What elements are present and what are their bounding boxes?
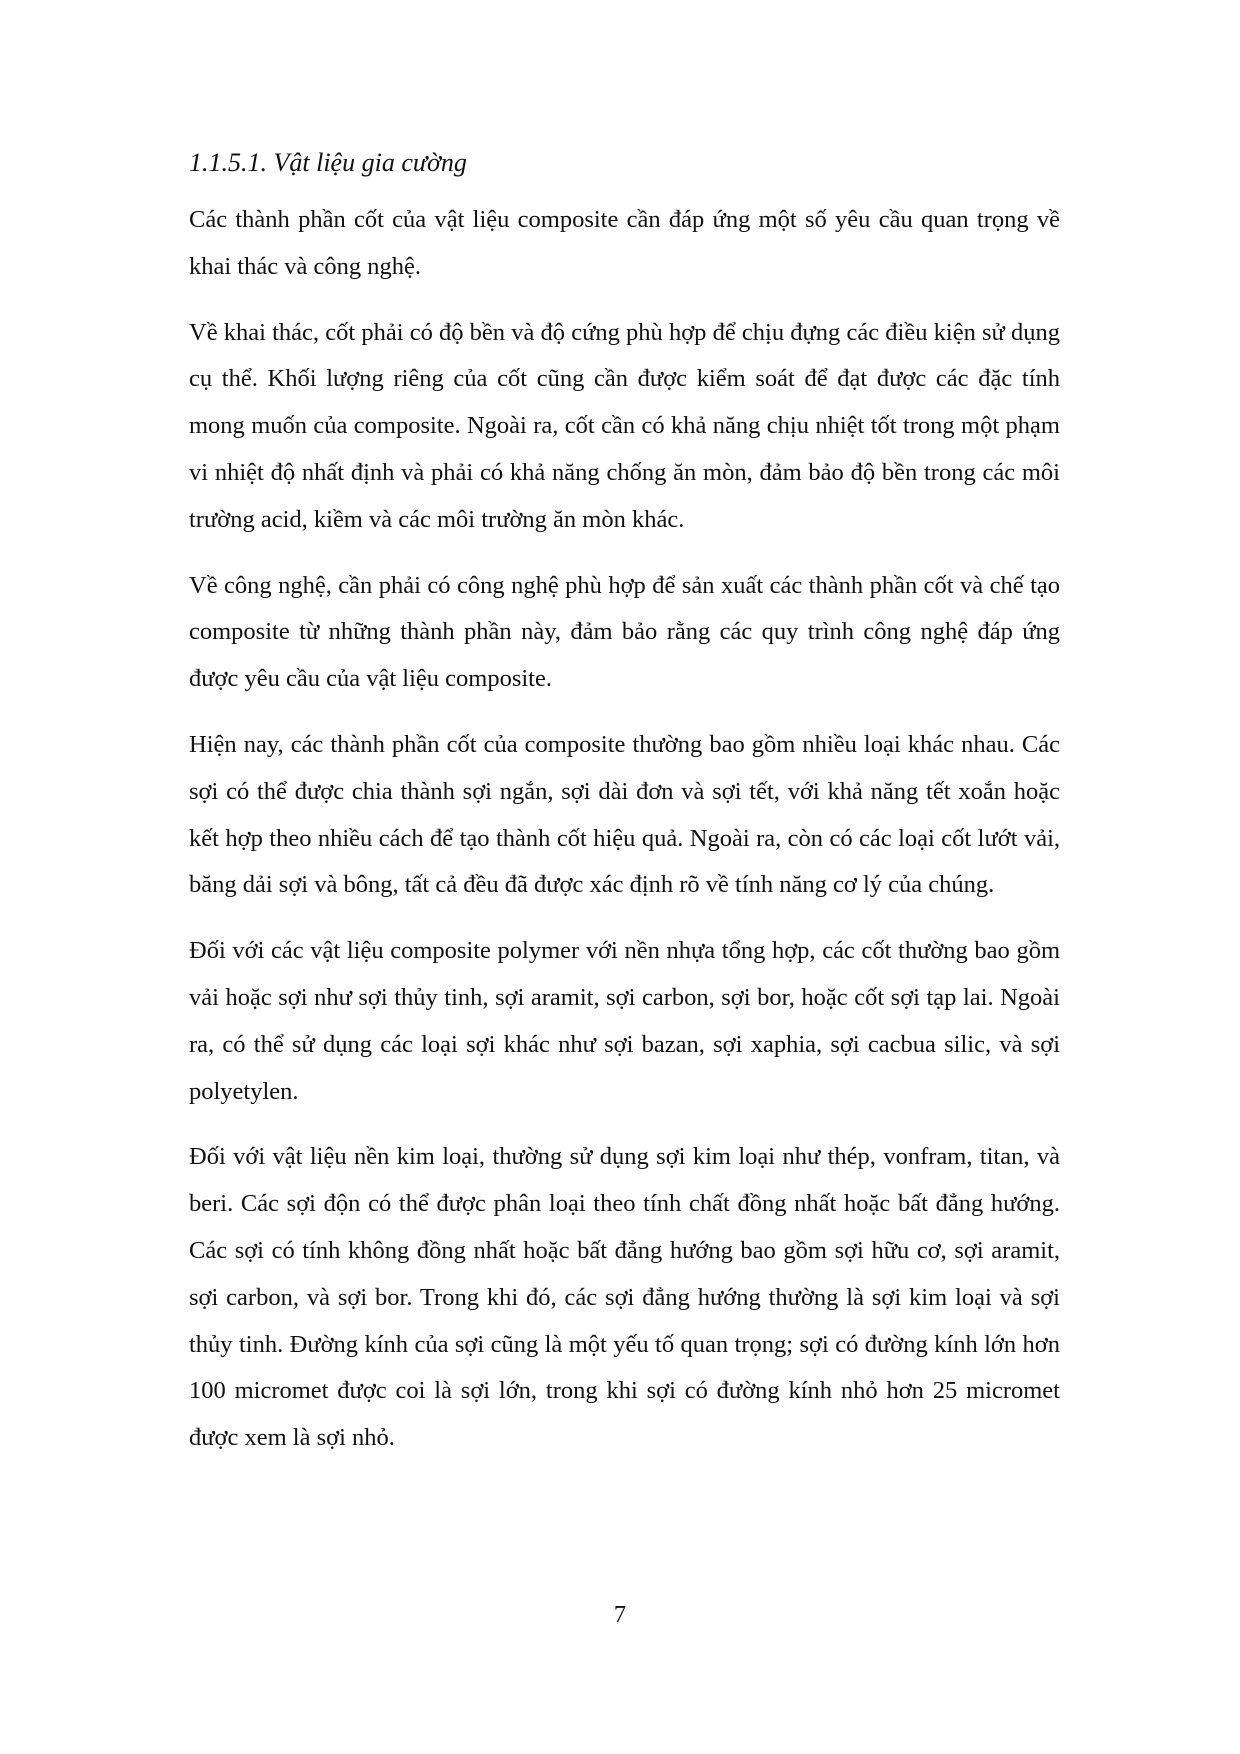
paragraph-reinforcement-types: Hiện nay, các thành phần cốt của composite thường bao gồm nhiều loại khác nhau. Các sợi có thể được chia thành sợi ngắn, sợi dài đơn và sợi tết, với khả năng tết xoắn hoặc kết hợp theo nhiều cách để tạo thành cốt hiệu quả. Ngoài ra, còn có các loại cốt lướt vải, băng dải sợi và bông, tất cả đều đã được xác định rõ về tính năng cơ lý của chúng.	[189, 730, 1060, 899]
paragraph-exploitation: Về khai thác, cốt phải có độ bền và độ cứng phù hợp để chịu đựng các điều kiện sử dụng cụ thể. Khối lượng riêng của cốt cũng cần được kiểm soát để đạt được các đặc tính mong muốn của composite. Ngoài ra, cốt cần có khả năng chịu nhiệt tốt trong một phạm vi nhiệt độ nhất định và phải có khả năng chống ăn mòn, đảm bảo độ bền trong các môi trường acid, kiềm và các môi trường ăn mòn khác.	[189, 318, 1060, 533]
paragraph-technology: Về công nghệ, cần phải có công nghệ phù hợp để sản xuất các thành phần cốt và chế tạo composite từ những thành phần này, đảm bảo rằng các quy trình công nghệ đáp ứng được yêu cầu của vật liệu composite.	[189, 571, 1060, 693]
paragraph-requirements: Các thành phần cốt của vật liệu composite cần đáp ứng một số yêu cầu quan trọng về khai thác và công nghệ.	[189, 206, 1060, 280]
page-number: 7	[613, 1601, 627, 1628]
section-heading: 1.1.5.1. Vật liệu gia cường	[189, 148, 467, 177]
paragraph-metal-matrix: Đối với vật liệu nền kim loại, thường sử dụng sợi kim loại như thép, vonfram, titan, và beri. Các sợi độn có thể được phân loại theo tính chất đồng nhất hoặc bất đẳng hướng. Các sợi có tính không đồng nhất hoặc bất đẳng hướng bao gồm sợi hữu cơ, sợi aramit, sợi carbon, và sợi bor. Trong khi đó, các sợi đẳng hướng thường là sợi kim loại và sợi thủy tinh. Đường kính của sợi cũng là một yếu tố quan trọng; sợi có đường kính lớn hơn 100 micromet được coi là sợi lớn, trong khi sợi có đường kính nhỏ hơn 25 micromet được xem là sợi nhỏ.	[189, 1143, 1060, 1452]
page-content	[189, 148, 1060, 1481]
paragraph-polymer-composites: Đối với các vật liệu composite polymer với nền nhựa tổng hợp, các cốt thường bao gồm vải hoặc sợi như sợi thủy tinh, sợi aramit, sợi carbon, sợi bor, hoặc cốt sợi tạp lai. Ngoài ra, có thể sử dụng các loại sợi khác như sợi bazan, sợi xaphia, sợi cacbua silic, và sợi polyetylen.	[189, 937, 1060, 1105]
